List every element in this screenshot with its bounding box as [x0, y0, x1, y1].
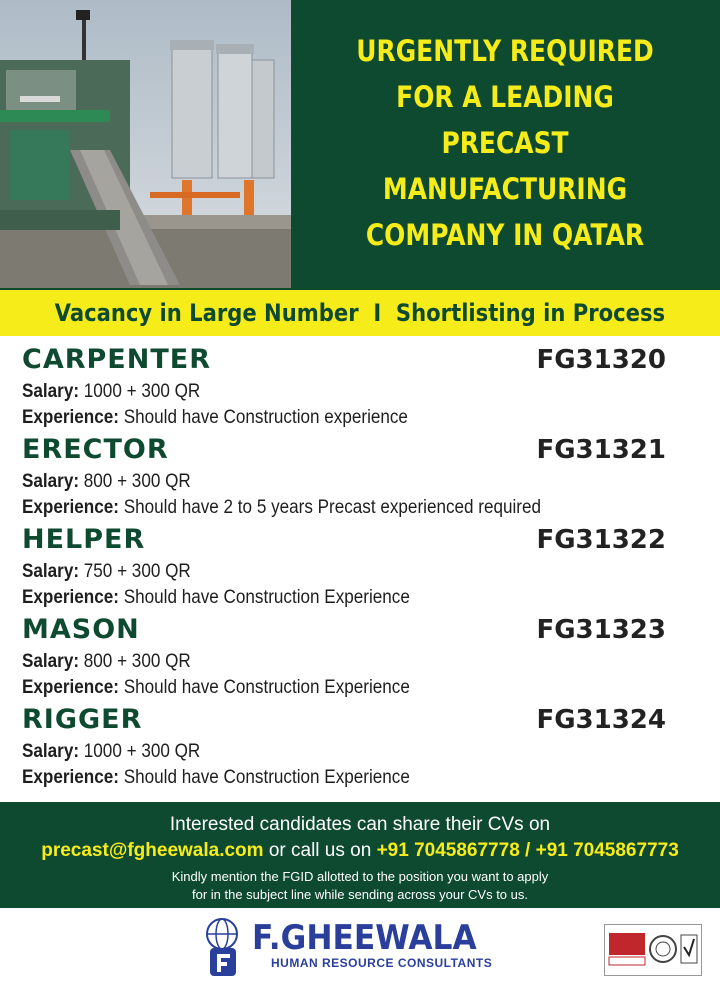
job-item-erector — [22, 432, 702, 522]
precast-plant-photo — [0, 0, 291, 288]
salary-label: Salary: — [22, 741, 80, 762]
job-code: FG31321 — [536, 435, 666, 465]
contact-note-line-1: Kindly mention the FGID allotted to the position you want to apply — [171, 869, 549, 884]
salary-value: 750 + 300 QR — [83, 561, 191, 582]
job-code: FG31324 — [536, 705, 666, 735]
banner-left: Vacancy in Large Number — [54, 299, 359, 327]
contact-note — [0, 868, 720, 904]
job-experience — [22, 766, 410, 790]
certification-badge — [604, 924, 702, 976]
certification-seal-icon — [605, 925, 701, 975]
contact-email-link[interactable]: precast@fgheewala.com — [41, 840, 264, 861]
job-title: ERECTOR — [22, 434, 169, 465]
job-code: FG31322 — [536, 525, 666, 555]
job-title: HELPER — [22, 524, 146, 555]
job-experience — [22, 676, 410, 700]
salary-label: Salary: — [22, 381, 80, 402]
job-code: FG31323 — [536, 615, 666, 645]
experience-value: Should have Construction Experience — [123, 587, 410, 608]
job-experience — [22, 496, 541, 520]
experience-label: Experience: — [22, 497, 119, 518]
salary-label: Salary: — [22, 651, 80, 672]
contact-section — [0, 802, 720, 908]
experience-label: Experience: — [22, 767, 119, 788]
contact-call-text: or call us on — [268, 840, 372, 861]
job-experience — [22, 406, 408, 430]
headline-line-3: PRECAST — [441, 126, 569, 160]
headline-line-2: FOR A LEADING — [396, 80, 614, 114]
experience-label: Experience: — [22, 677, 119, 698]
experience-value: Should have 2 to 5 years Precast experienced required — [123, 497, 542, 518]
banner-separator: I — [373, 299, 382, 327]
experience-label: Experience: — [22, 407, 119, 428]
salary-value: 800 + 300 QR — [83, 471, 191, 492]
job-salary — [22, 380, 200, 404]
salary-value: 800 + 300 QR — [83, 651, 191, 672]
salary-value: 1000 + 300 QR — [83, 381, 201, 402]
plant-illustration — [0, 0, 291, 288]
banner-right: Shortlisting in Process — [396, 299, 666, 327]
salary-label: Salary: — [22, 561, 80, 582]
experience-value: Should have Construction experience — [123, 407, 408, 428]
job-item-rigger — [22, 702, 702, 792]
job-list — [0, 336, 720, 802]
company-name: F.GHEEWALA — [252, 918, 477, 958]
headline-line-4: MANUFACTURING — [382, 172, 628, 206]
job-item-carpenter — [22, 342, 702, 432]
salary-label: Salary: — [22, 471, 80, 492]
headline — [300, 28, 710, 258]
job-code: FG31320 — [536, 345, 666, 375]
job-salary — [22, 470, 191, 494]
job-salary — [22, 560, 191, 584]
experience-label: Experience: — [22, 587, 119, 608]
salary-value: 1000 + 300 QR — [83, 741, 201, 762]
job-title: MASON — [22, 614, 140, 645]
job-experience — [22, 586, 410, 610]
job-item-helper — [22, 522, 702, 612]
job-title: RIGGER — [22, 704, 143, 735]
job-salary — [22, 740, 200, 764]
experience-value: Should have Construction Experience — [123, 677, 410, 698]
contact-intro: Interested candidates can share their CVs on — [169, 814, 551, 835]
vacancy-banner — [0, 290, 720, 336]
job-item-mason — [22, 612, 702, 702]
headline-line-1: URGENTLY REQUIRED — [356, 34, 654, 68]
contact-note-line-2: for in the subject line while sending across your CVs to us. — [191, 887, 528, 902]
experience-value: Should have Construction Experience — [123, 767, 410, 788]
company-tagline: HUMAN RESOURCE CONSULTANTS — [271, 956, 493, 970]
job-title: CARPENTER — [22, 344, 211, 375]
company-logo-icon — [200, 914, 248, 978]
contact-line — [0, 838, 720, 864]
header-section — [0, 0, 720, 290]
contact-phones[interactable]: +91 7045867778 / +91 7045867773 — [376, 840, 679, 861]
vacancy-banner-text — [55, 290, 665, 336]
job-salary — [22, 650, 191, 674]
headline-line-5: COMPANY IN QATAR — [365, 218, 645, 252]
company-footer — [0, 908, 720, 984]
